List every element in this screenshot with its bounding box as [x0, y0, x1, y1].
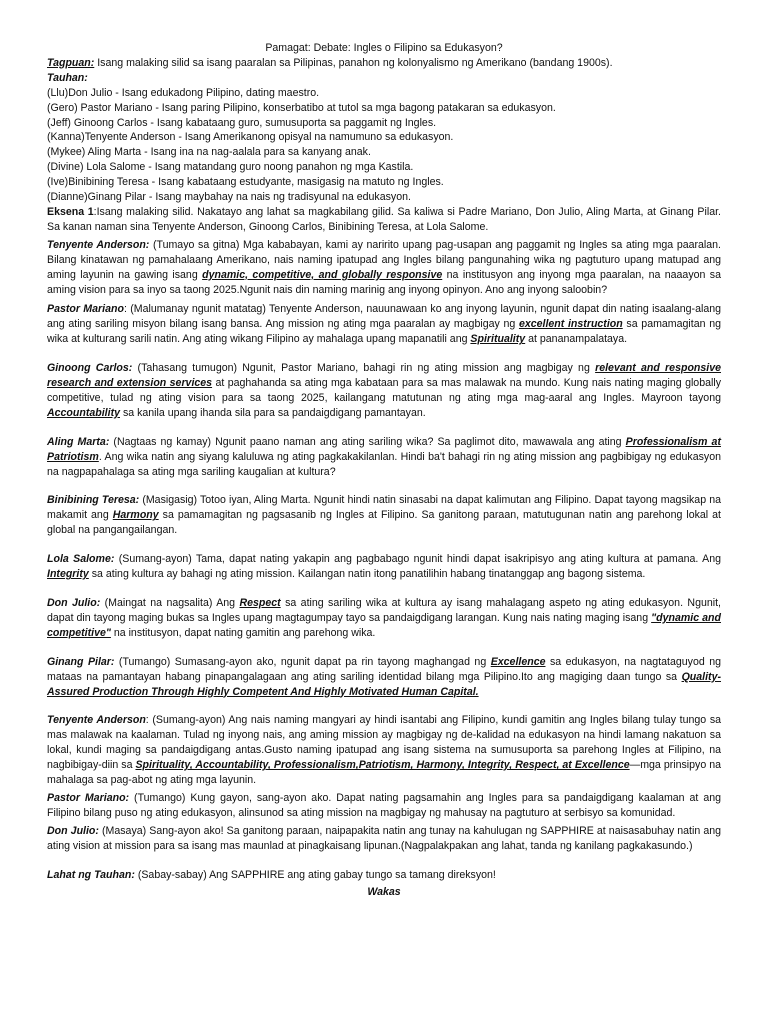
cast-label: Tauhan:: [47, 71, 88, 84]
dialogue-line: [47, 596, 721, 641]
dialogue-text: : (Sumang-ayon) Ang nais naming mangyari ay hindi isantabi ang Filipino, kundi gamitin ang Ingles bilang tulay tungo sa mas malawak na kaalaman. Tulad ng inyong nais, ang aming mission ay magbigay ng de-kalidad na edukasyon na hindi lamang nakatuon sa lokal, kundi maging sa pandaigdigang antas.Gusto naming ipatupad ang isang sistema na sumusuporta sa parehong Ingles at Filipino, na nagbibigay-diin sa: [47, 714, 722, 772]
dialogue-text: —mga prinsipyo na mahalaga sa pag-abot ng ating mga layunin.: [47, 759, 721, 787]
speaker-name: Pastor Mariano: [47, 303, 124, 316]
dialogue-text: sa edukasyon, na nagtataguyod ng mataas na pamantayan habang pinapangalagaan ang ating sariling identidad bilang mga Pilipino.Ito ang magiging daan tungo sa: [47, 655, 721, 683]
speaker-name: Lola Salome:: [47, 553, 115, 566]
core-value-phrase: "dynamic and competitive": [47, 611, 721, 639]
dialogue-line: [47, 238, 721, 298]
core-value-phrase: Respect: [239, 597, 281, 609]
setting-label: Tagpuan:: [47, 56, 95, 69]
dialogue-line: [47, 713, 721, 788]
cast-item: (Llu)Don Julio - Isang edukadong Pilipino, dating maestro.: [47, 86, 320, 99]
speaker-name: Don Julio:: [47, 824, 99, 837]
cast-item: (Dianne)Ginang Pilar - Isang maybahay na nais ng tradisyunal na edukasyon.: [47, 191, 411, 204]
cast-item: (Mykee) Aling Marta - Isang ina na nag-aalala para sa kanyang anak.: [47, 146, 371, 159]
cast-item: (Divine) Lola Salome - Isang matandang guro noong panahon ng mga Kastila.: [47, 161, 414, 174]
dialogue-text: na institusyon, dapat nating gamitin ang parehong wika.: [110, 626, 376, 639]
dialogue-line: [47, 493, 721, 538]
speaker-name: Aling Marta:: [47, 435, 110, 448]
speaker-name: Lahat ng Tauhan:: [47, 868, 135, 881]
core-value-phrase: Spirituality: [470, 333, 526, 346]
speaker-name: Don Julio:: [47, 597, 101, 609]
dialogue-text: sa kanila upang ihanda sila para sa pandaigdigang pamantayan.: [120, 406, 426, 419]
core-value-phrase: dynamic, competitive, and globally responsive: [202, 268, 443, 281]
dialogue-line: [47, 435, 721, 480]
dialogue-text: at pananampalataya.: [525, 333, 628, 346]
dialogue-text: (Tumayo sa gitna) Mga kababayan, kami ay naririto upang pag-usapan ang paggamit ng Ingles sa ating mga paaralan. Bilang kinatawan ng pamahalaang Amerikano, nais naming ipatupad ang Ingles bilang pangunahing wika ng pagtuturo upang matupad ang aming layunin na gawing isang: [47, 238, 721, 281]
dialogue-text: (Sumang-ayon) Tama, dapat nating yakapin ang pagbabago ngunit hindi dapat isakripisyo ang ating kultura at pamana. Ang: [114, 553, 721, 566]
dialogue-text: na institusyon ang inyong mga paaralan, na naaayon sa aming vision para sa inyo sa taong 2025.Ngunit nais din naming marinig ang inyong opinyon. Ano ang inyong saloobin?: [47, 268, 721, 296]
cast-item: (Gero) Pastor Mariano - Isang paring Pilipino, konserbatibo at tutol sa mga bagong patakaran sa edukasyon.: [47, 101, 556, 114]
dialogue-line: [47, 655, 721, 700]
dialogue-text: (Tumango) Kung gayon, sang-ayon ako. Dapat nating pagsamahin ang Ingles para sa pandaigdigang kaalaman at ang Filipino bilang puso ng ating edukasyon, alinsunod sa ating mission na magbigay ng mahusay na pagtuturo at serbisyo sa komunidad.: [47, 791, 721, 819]
dialogue-section: [47, 238, 721, 883]
ending-label: Wakas: [367, 885, 401, 898]
cast-list: [47, 86, 721, 205]
cast-item: (Ive)Binibining Teresa - Isang kabataang estudyante, masigasig na matuto ng Ingles.: [47, 176, 444, 189]
dialogue-text: (Nagtaas ng kamay) Ngunit paano naman ang ating sariling wika? Sa paglimot dito, mawawala ang ating: [109, 435, 626, 448]
speaker-name: Ginoong Carlos:: [47, 362, 133, 375]
core-value-phrase: Spirituality, Accountability, Professionalism,Patriotism, Harmony, Integrity, Respect, at Excellence: [135, 759, 630, 772]
core-value-phrase: relevant and responsive research and extension services: [47, 362, 721, 390]
dialogue-text: sa pamamagitan ng wika at kulturang sarili natin. Ang ating wikang Filipino ay mahalaga upang mapanatili ang: [47, 318, 721, 346]
dialogue-line: [47, 868, 721, 883]
dialogue-line: [47, 302, 721, 347]
core-value-phrase: Professionalism at Patriotism: [47, 435, 721, 463]
dialogue-text: (Tahasang tumugon) Ngunit, Pastor Mariano, bahagi rin ng ating mission ang magbigay ng: [132, 362, 596, 375]
dialogue-text: . Ang wika natin ang siyang kaluluwa ng ating pagkakakilanlan. Hindi ba't bahagi rin ng ating mission ang pagbibigay ng edukasyon na nagpapahalaga sa ating mga sariling kaugalian at kultura?: [47, 450, 721, 478]
speaker-name: Ginang Pilar:: [47, 655, 115, 668]
scene-label: Eksena 1: [47, 205, 94, 218]
core-value-phrase: excellent instruction: [518, 318, 623, 331]
speaker-name: Tenyente Anderson:: [47, 238, 150, 251]
scene-text: :Isang malaking silid. Nakatayo ang lahat sa magkabilang gilid. Sa kaliwa si Padre Mariano, Don Julio, Aling Marta, at Ginang Pilar. Sa kanan naman sina Tenyente Anderson, Ginoong Carlos, Binibining Teresa, at Lola Salome.: [47, 205, 721, 233]
core-value-phrase: Accountability: [47, 406, 120, 419]
dialogue-line: [47, 552, 721, 582]
dialogue-text: (Masaya) Sang-ayon ako! Sa ganitong paraan, naipapakita natin ang tunay na kahulugan ng SAPPHIRE at naisasabuhay natin ang ating vision at mission para sa isang mas maunlad at pinagkaisang lipunan.(Nagpalakpakan ang lahat, tanda ng kanilang pagkakasundo.): [47, 824, 721, 852]
speaker-name: Tenyente Anderson: [47, 714, 146, 727]
dialogue-text: : (Malumanay ngunit matatag) Tenyente Anderson, nauunawaan ko ang inyong layunin, ngunit dapat din nating isaalang-alang ang ating sariling misyon bilang isang bansa. Ang mission ng ating mga paaralan ay magbigay ng: [47, 303, 722, 331]
speaker-name: Pastor Mariano:: [47, 791, 130, 804]
dialogue-text: sa ating sariling wika at kultura ay isang mahalagang aspeto ng ating edukasyon. Ngunit, dapat din tayong maging bukas sa Ingles upang magtagumpay tayo sa pandaigdigang larangan. Kung nais nating maging isang: [47, 597, 721, 624]
page-title: Pamagat: Debate: Ingles o Filipino sa Edukasyon?: [265, 42, 503, 54]
core-value-phrase: Quality-Assured Production Through Highly Competent And Highly Motivated Human Capital.: [47, 670, 721, 698]
dialogue-text: sa ating kultura ay bahagi ng ating mission. Kailangan natin itong panatilihin habang tinatanggap ang bagong sistema.: [88, 568, 646, 581]
cast-item: (Kanna)Tenyente Anderson - Isang Amerikanong opisyal na namumuno sa edukasyon.: [47, 131, 454, 144]
core-value-phrase: Excellence: [490, 655, 546, 668]
dialogue-text: (Maingat na nagsalita) Ang: [100, 597, 240, 609]
dialogue-text: at paghahanda sa ating mga kabataan para sa mas malawak na mundo. Kung nais nating maging globally competitive, tulad ng ating vision para sa taong 2025, kailangang matutunan ng ating mga mag-aaral ang Ingles. Mayroon tayong: [47, 377, 721, 404]
dialogue-text: (Tumango) Sumasang-ayon ako, ngunit dapat pa rin tayong maghangad ng: [114, 655, 491, 668]
dialogue-line: [47, 361, 721, 421]
speaker-name: Binibining Teresa:: [47, 494, 140, 507]
dialogue-text: sa pamamagitan ng pagsasanib ng Ingles at Filipino. Sa ganitong paraan, matutugunan natin ang parehong lokal at global na pangangailangan.: [47, 509, 721, 537]
setting-line: [47, 56, 721, 71]
dialogue-text: (Masigasig) Totoo iyan, Aling Marta. Ngunit hindi natin sinasabi na dapat kalimutan ang Filipino. Dapat tayong magsikap na makamit ang: [47, 494, 721, 522]
setting-text: Isang malaking silid sa isang paaralan sa Pilipinas, panahon ng kolonyalismo ng Amerikano (bandang 1900s).: [94, 56, 613, 69]
core-value-phrase: Harmony: [112, 509, 159, 522]
scene-description: [47, 205, 721, 235]
dialogue-text: (Sabay-sabay) Ang SAPPHIRE ang ating gabay tungo sa tamang direksyon!: [134, 868, 496, 881]
cast-item: (Jeff) Ginoong Carlos - Isang kabataang guro, sumusuporta sa paggamit ng Ingles.: [47, 116, 437, 129]
core-value-phrase: Integrity: [47, 568, 89, 581]
dialogue-line: [47, 824, 721, 854]
dialogue-line: [47, 791, 721, 821]
